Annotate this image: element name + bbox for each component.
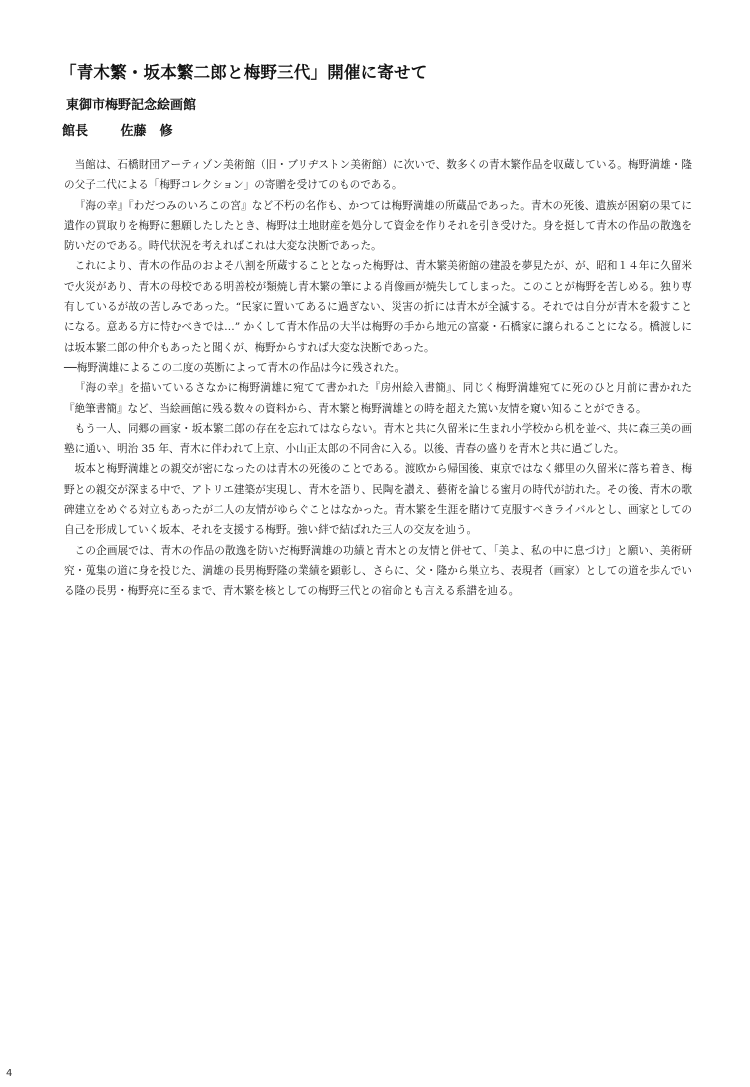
page-number: 4 [6, 1068, 13, 1079]
author-role: 館長 [62, 124, 89, 139]
organization-name: 東御市梅野記念絵画館 [66, 98, 197, 113]
paragraph: これにより、青木の作品のおよそ八割を所蔵することとなった梅野は、青木繁美術館の建設を夢見たが、が、昭和１４年に久留米で火災があり、青木の母校である明善校が類焼し青木繁の筆による肖像画が焼失してしまった。このことが梅野を苦しめる。独り専有しているが故の苦しみであった。“民家に置いてあるに過ぎない、災害の折には青木が全滅する。それでは自分が青木を殺すことになる。意ある方に恃むべきでは…” かくして青木作品の大半は梅野の手から地元の富豪・石橋家に譲られることになる。橋渡しには坂本繁二郎の仲介もあったと聞くが、梅野からすれば大変な決断であった。 [64, 260, 692, 354]
paragraph: 『海の幸』を描いているさなかに梅野満雄に宛てて書かれた『房州絵入書簡』、同じく梅野満雄宛てに死のひと月前に書かれた『絶筆書簡』など、当絵画館に残る数々の資料から、青木繁と梅野満雄との時を超えた篤い友情を窺い知ることができる。 [64, 382, 692, 415]
article-body [64, 155, 692, 602]
author-name: 佐藤 修 [120, 124, 173, 139]
paragraph: 坂本と梅野満雄との親交が密になったのは青木の死後のことである。渡欧から帰国後、東京ではなく郷里の久留米に落ち着き、梅野との親交が深まる中で、アトリエ建築が実現し、青木を語り、民陶を讃え、藝術を論じる蜜月の時代が訪れた。その後、青木の歌碑建立をめぐる対立もあったが二人の友情がゆらぐことはなかった。青木繁を生涯を賭けて克服すべきライバルとし、画家としての自己を形成していく坂本、それを支援する梅野。強い絆で結ばれた三人の交友を辿う。 [64, 463, 692, 537]
paragraph: この企画展では、青木の作品の散逸を防いだ梅野満雄の功績と青木との友情と併せて、「美よ、私の中に息づけ」と願い、美術研究・蒐集の道に身を投じた、満雄の長男梅野隆の業績を顕彰し、さらに、父・隆から巣立ち、表現者（画家）としての道を歩んでいる隆の長男・梅野亮に至るまで、青木繁を核としての梅野三代との宿命とも言える系譜を辿る。 [64, 544, 692, 598]
document-title: 「青木繁・坂本繁二郎と梅野三代」開催に寄せて [60, 63, 428, 82]
author-line [62, 120, 173, 139]
paragraph: 当館は、石橋財団アーティゾン美術館（旧・ブリヂストン美術館）に次いで、数多くの青木繁作品を収蔵している。梅野満雄・隆の父子二代による「梅野コレクション」の寄贈を受けてのものである。 [64, 159, 692, 192]
paragraph: ──梅野満雄によるこの二度の英断によって青木の作品は今に残された。 [64, 361, 406, 374]
paragraph: もう一人、同郷の画家・坂本繁二郎の存在を忘れてはならない。青木と共に久留米に生まれ小学校から机を並べ、共に森三美の画塾に通い、明治 35 年、青木に伴われて上京、小山正太郎の不同舎に入る。以後、青春の盛りを青木と共に過ごした。 [64, 422, 692, 456]
paragraph: 『海の幸』『わだつみのいろこの宮』など不朽の名作も、かつては梅野満雄の所蔵品であった。青木の死後、遺族が困窮の果てに遺作の買取りを梅野に懇願したしたとき、梅野は土地財産を処分して資金を作りそれを引き受けた。身を挺して青木の作品の散逸を防いだのである。時代状況を考えればこれは大変な決断であった。 [64, 199, 692, 253]
